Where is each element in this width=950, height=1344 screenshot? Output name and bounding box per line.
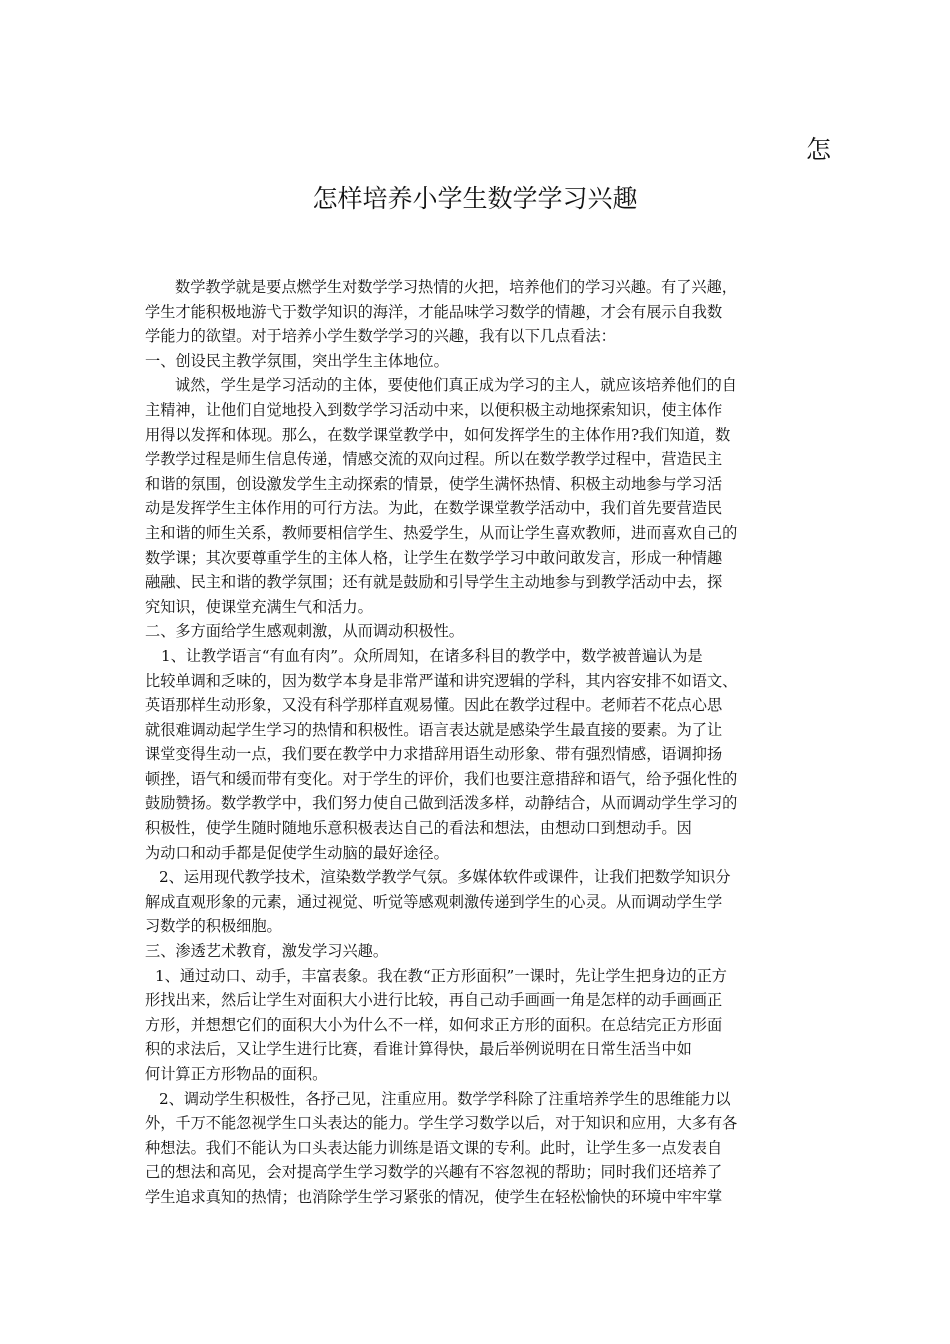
- header-fragment-text: 怎: [806, 135, 832, 164]
- body-text-line: 三、渗透艺术教育，激发学习兴趣。: [145, 942, 388, 961]
- body-text-line: 己的想法和高见，会对提高学生学习数学的兴趣有不容忽视的帮助；同时我们还培养了: [145, 1163, 723, 1182]
- body-text-line: 二、多方面给学生感观刺激，从而调动积极性。: [145, 622, 464, 641]
- body-text-line: 外，千万不能忽视学生口头表达的能力。学生学习数学以后，对于知识和应用，大多有各: [145, 1114, 738, 1133]
- body-text-line: 诚然，学生是学习活动的主体，要使他们真正成为学习的主人，就应该培养他们的自: [175, 376, 737, 395]
- body-text-line: 动是发挥学生主体作用的可行方法。为此，在数学课堂教学活动中，我们首先要营造民: [145, 499, 723, 518]
- body-text-line: 学生追求真知的热情；也消除学生学习紧张的情况，使学生在轻松愉快的环境中牢牢掌: [145, 1187, 723, 1206]
- body-text-line: 数学教学就是要点燃学生对数学学习热情的火把，培养他们的学习兴趣。有了兴趣，: [175, 278, 737, 296]
- body-text-line: 主精神，让他们自觉地投入到数学学习活动中来，以便积极主动地探索知识，使主体作: [145, 400, 723, 419]
- body-text-line: 鼓励赞扬。数学教学中，我们努力使自己做到活泼多样，动静结合，从而调动学生学习的: [145, 794, 738, 813]
- body-text-line: 用得以发挥和体现。那么，在数学课堂教学中，如何发挥学生的主体作用?我们知道，数: [145, 425, 731, 444]
- body-text-line: 顿挫，语气和缓而带有变化。对于学生的评价，我们也要注意措辞和语气，给予强化性的: [145, 769, 738, 788]
- body-text-line: 数学课；其次要尊重学生的主体人格，让学生在数学学习中敢问敢发言，形成一种情趣: [145, 548, 723, 567]
- body-text-line: 种想法。我们不能认为口头表达能力训练是语文课的专利。此时，让学生多一点发表自: [145, 1138, 723, 1157]
- body-text-line: 为动口和动手都是促使学生动脑的最好途径。: [145, 843, 449, 862]
- body-text-line: 主和谐的师生关系，教师要相信学生、热爱学生，从而让学生喜欢教师，进而喜欢自己的: [145, 523, 738, 542]
- body-text-line: 1、让教学语言“有血有肉”。众所周知，在诸多科目的教学中，数学被普遍认为是: [161, 646, 703, 665]
- body-text-line: 1、通过动口、动手，丰富表象。我在教“正方形面积”一课时，先让学生把身边的正方: [155, 966, 727, 985]
- body-text-line: 何计算正方形物品的面积。: [145, 1065, 328, 1083]
- body-text-line: 和谐的氛围，创设激发学生主动探索的情景，使学生满怀热情、积极主动地参与学习活: [145, 474, 723, 493]
- body-text-line: 英语那样生动形象，又没有科学那样直观易懂。因此在教学过程中。老师若不花点心思: [145, 696, 723, 715]
- body-text-line: 形找出来，然后让学生对面积大小进行比较，再自己动手画画一角是怎样的动手画画正: [145, 991, 723, 1010]
- body-text-line: 一、创设民主教学氛围，突出学生主体地位。: [145, 351, 449, 370]
- body-text-line: 学能力的欲望。对于培养小学生数学学习的兴趣，我有以下几点看法：: [145, 327, 616, 346]
- body-text-line: 2、运用现代教学技术，渲染数学教学气氛。多媒体软件或课件，让我们把数学知识分: [159, 868, 731, 887]
- body-text-line: 学生才能积极地游弋于数学知识的海洋，才能品味学习数学的情趣，才会有展示自我数: [145, 302, 723, 321]
- body-text-line: 2、调动学生积极性，各抒己见，注重应用。数学学科除了注重培养学生的思维能力以: [159, 1089, 731, 1108]
- body-text-line: 习数学的积极细胞。: [145, 917, 282, 936]
- document-title: 怎样培养小学生数学学习兴趣: [312, 184, 638, 213]
- body-text-line: 学教学过程是师生信息传递，情感交流的双向过程。所以在数学教学过程中，营造民主: [145, 450, 723, 469]
- body-text-line: 融融、民主和谐的教学氛围；还有就是鼓励和引导学生主动地参与到教学活动中去，探: [145, 573, 723, 592]
- body-text-line: 方形，并想想它们的面积大小为什么不一样，如何求正方形的面积。在总结完正方形面: [145, 1015, 723, 1034]
- body-text-line: 积极性，使学生随时随地乐意积极表达自己的看法和想法，由想动口到想动手。因: [145, 819, 692, 838]
- body-text-line: 比较单调和乏味的，因为数学本身是非常严谨和讲究逻辑的学科，其内容安排不如语文、: [145, 671, 738, 690]
- document-body: [145, 275, 805, 1210]
- body-text-line: 解成直观形象的元素，通过视觉、听觉等感观刺激传递到学生的心灵。从而调动学生学: [145, 892, 723, 911]
- body-text-line: 课堂变得生动一点，我们要在教学中力求措辞用语生动形象、带有强烈情感，语调抑扬: [145, 745, 723, 764]
- body-text-line: 积的求法后，又让学生进行比赛，看谁计算得快，最后举例说明在日常生活当中如: [145, 1040, 692, 1059]
- body-text-line: 就很难调动起学生学习的热情和积极性。语言表达就是感染学生最直接的要素。为了让: [145, 720, 723, 739]
- body-text-line: 究知识，使课堂充满生气和活力。: [145, 597, 373, 616]
